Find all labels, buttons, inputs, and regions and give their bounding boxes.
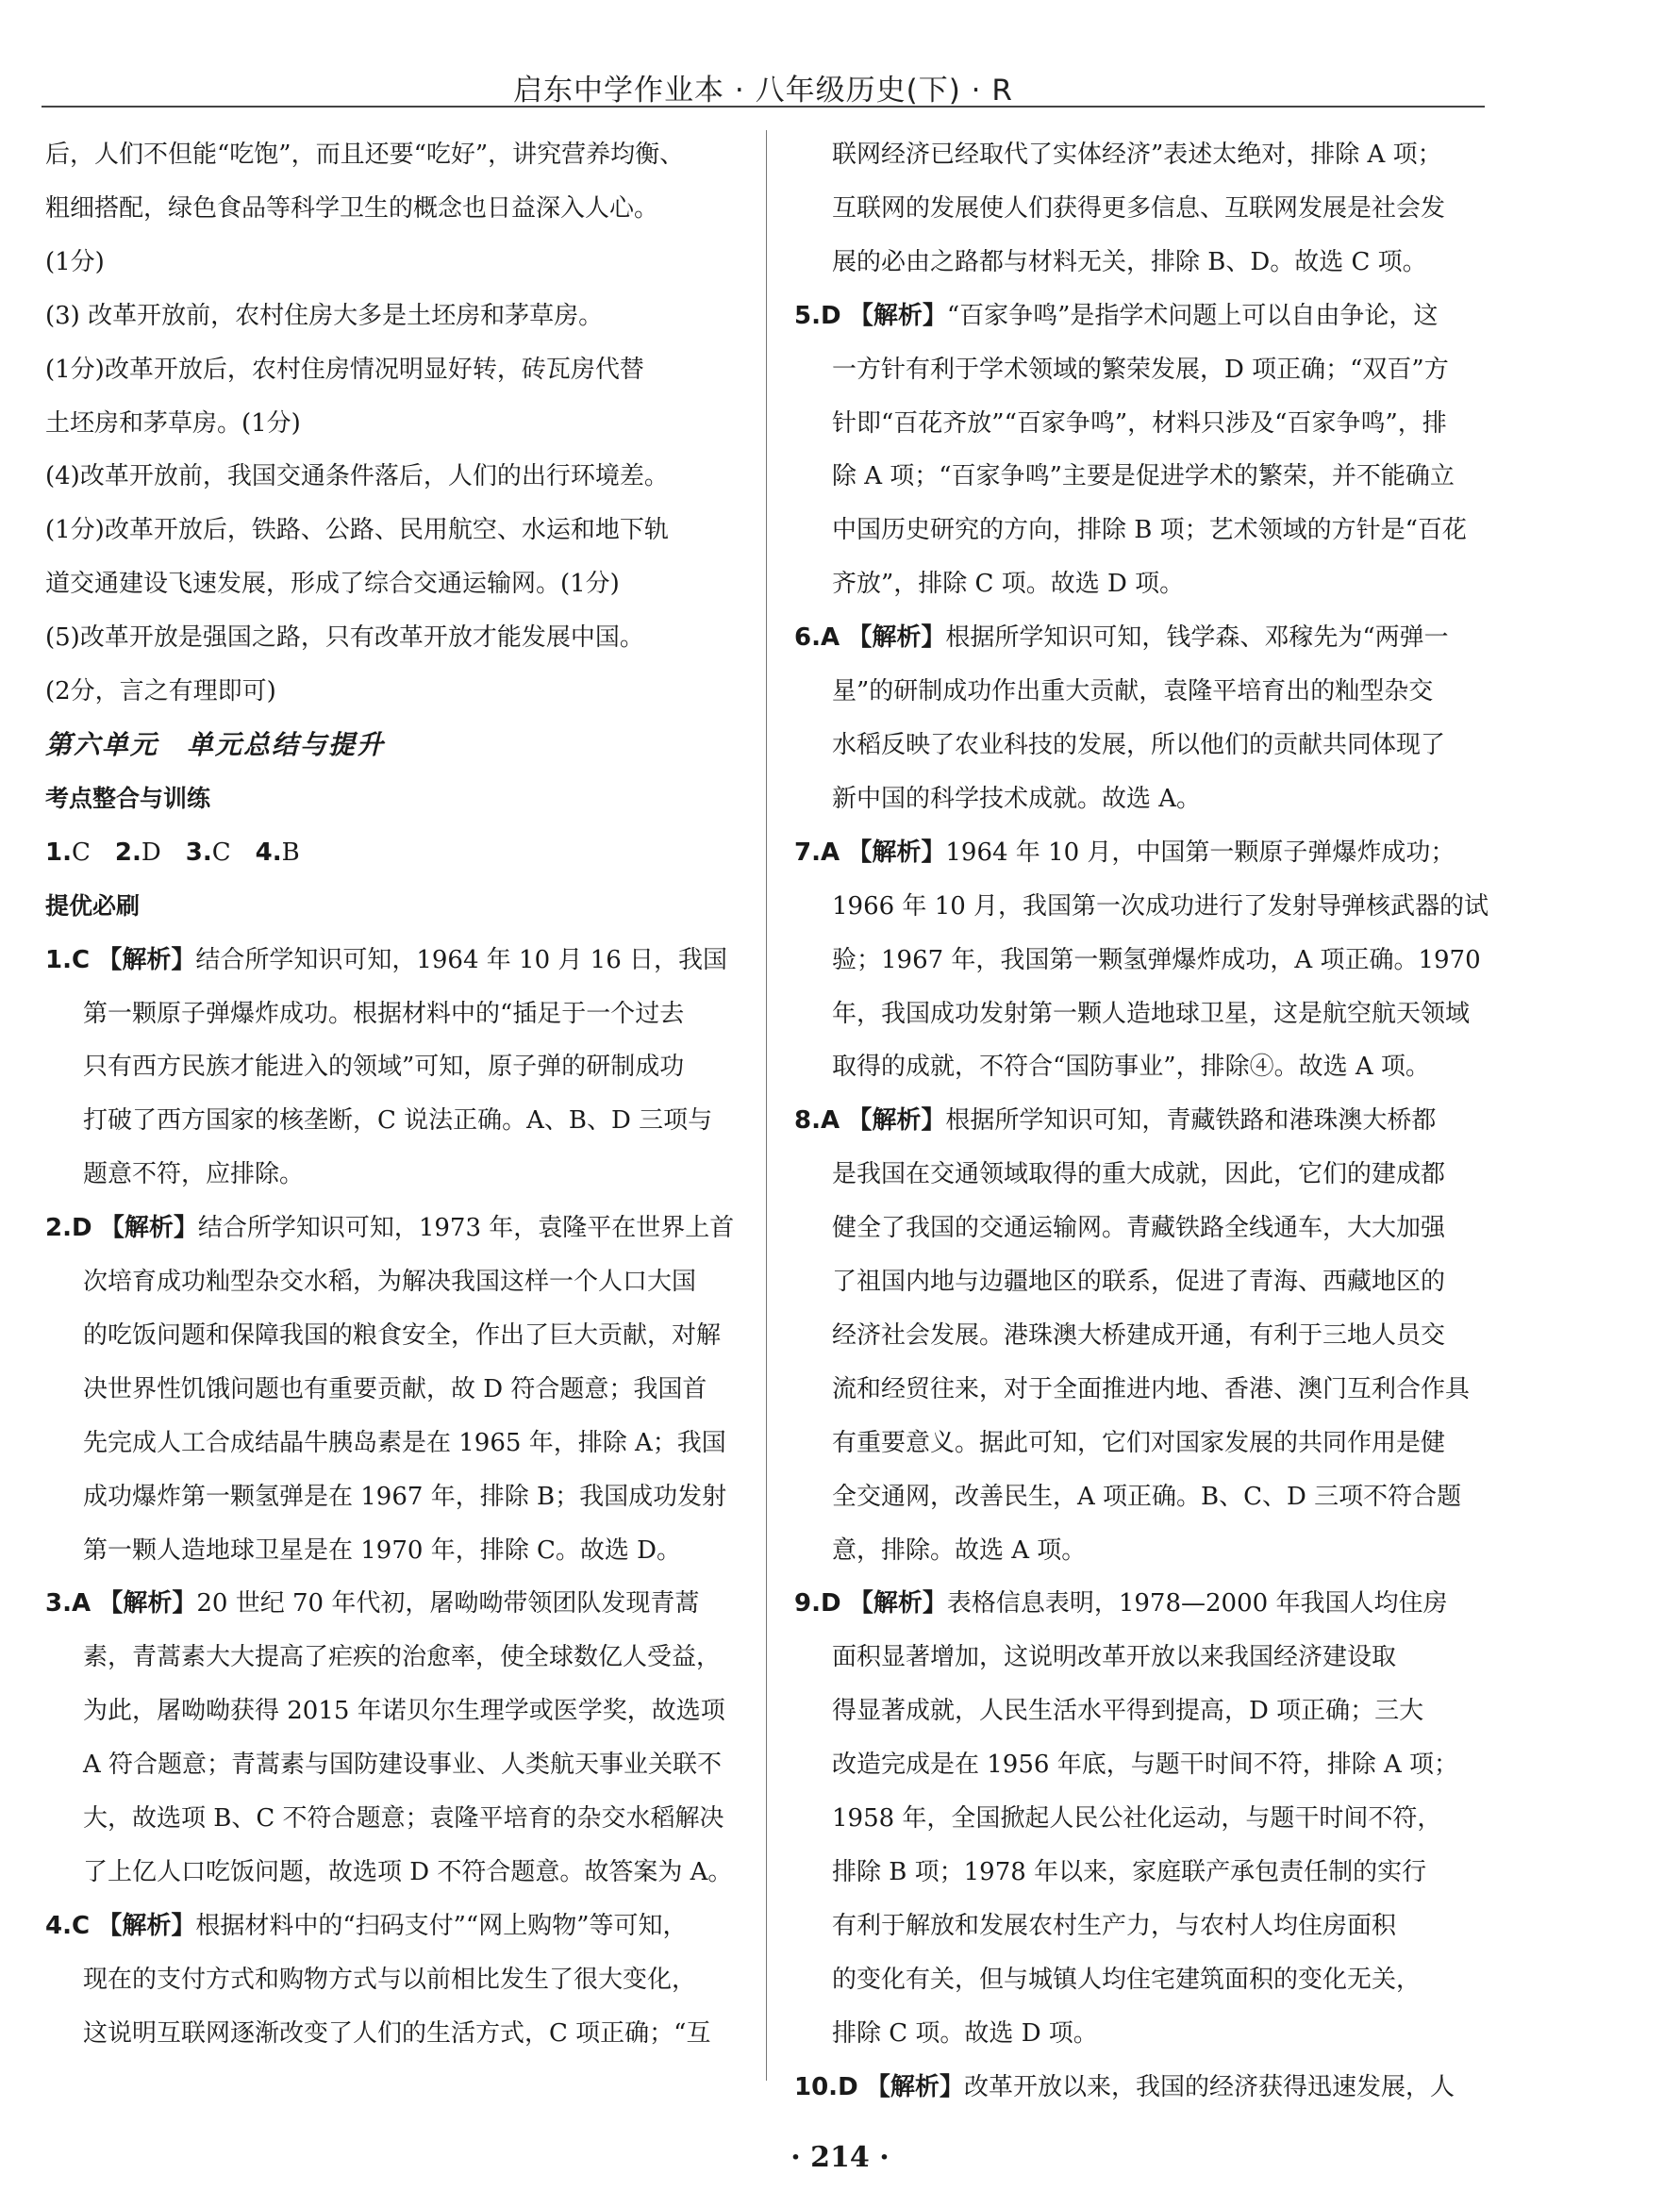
analysis-tag: 【解析】 [99, 1214, 198, 1243]
analysis-line: 新中国的科学技术成就。故选 A。 [832, 784, 1202, 813]
analysis-line: 得显著成就，人民生活水平得到提高，D 项正确；三大 [832, 1697, 1424, 1726]
analysis-line: 决世界性饥饿问题也有重要贡献，故 D 符合题意；我国首 [83, 1374, 707, 1403]
analysis-tag: 【解析】 [847, 838, 946, 867]
analysis-line: 经济社会发展。港珠澳大桥建成开通，有利于三地人员交 [832, 1320, 1446, 1350]
analysis-text: “百家争鸣”是指学术问题上可以自由争论，这 [946, 301, 1439, 330]
answer-choice: A [820, 838, 840, 867]
analysis-line: 改造完成是在 1956 年底，与题干时间不符，排除 A 项； [832, 1751, 1459, 1780]
continuation-line: 展的必由之路都与材料无关，排除 B、D。故选 C 项。 [832, 247, 1427, 276]
quick-answer-choice: C [71, 838, 91, 867]
analysis-text: 根据所学知识可知，钱学森、邓稼先为“两弹一 [945, 623, 1449, 653]
intro-line: (3) 改革开放前，农村住房大多是土坯房和茅草房。 [45, 301, 604, 330]
intro-line: 后，人们不但能“吃饱”，而且还要“吃好”，讲究营养均衡、 [45, 141, 685, 169]
analysis-tag: 【解析】 [98, 1589, 197, 1618]
intro-line: (2分，言之有理即可) [45, 677, 276, 706]
analysis-line: 素，青蒿素大大提高了疟疾的治愈率，使全球数亿人受益， [83, 1643, 722, 1672]
analysis-line: 有重要意义。据此可知，它们对国家发展的共同作用是健 [832, 1428, 1446, 1457]
analysis-line: 健全了我国的交通运输网。青藏铁路全线通车，大大加强 [832, 1214, 1446, 1243]
answer-number: 9. [794, 1589, 821, 1618]
analysis-line: 了上亿人口吃饭问题，故选项 D 不符合题意。故答案为 A。 [83, 1858, 733, 1886]
quick-answer-choice: B [281, 838, 300, 867]
answer-number: 5. [794, 301, 821, 330]
analysis-line: 取得的成就，不符合“国防事业”，排除④。故选 A 项。 [832, 1053, 1430, 1082]
analysis-line: 了祖国内地与边疆地区的联系，促进了青海、西藏地区的 [832, 1268, 1446, 1297]
continuation-line: 联网经济已经取代了实体经济”表述太绝对，排除 A 项； [832, 141, 1442, 169]
analysis-line: 先完成人工合成结晶牛胰岛素是在 1965 年，排除 A；我国 [83, 1428, 726, 1457]
analysis-text: 结合所学知识可知，1964 年 10 月 16 日，我国 [195, 945, 728, 974]
answer-item-first-line [794, 2061, 1509, 2115]
analysis-line: 除 A 项；“百家争鸣”主要是促进学术的繁荣，并不能确立 [832, 462, 1455, 491]
answer-number: 6. [794, 623, 821, 653]
analysis-text: 结合所学知识可知，1973 年，袁隆平在世界上首 [197, 1214, 735, 1243]
answer-item-first-line [794, 1094, 1509, 1148]
intro-line: (1分) [45, 247, 105, 276]
analysis-text: 1964 年 10 月，中国第一颗原子弹爆炸成功； [945, 838, 1455, 867]
analysis-line: 为此，屠呦呦获得 2015 年诺贝尔生理学或医学奖，故选项 [83, 1697, 725, 1726]
analysis-line: 1966 年 10 月，我国第一次成功进行了发射导弹核武器的试 [832, 891, 1489, 921]
analysis-line: 意，排除。故选 A 项。 [832, 1535, 1087, 1565]
answer-number: 7. [794, 838, 821, 867]
answer-item-first-line [45, 1577, 760, 1631]
analysis-line: 针即“百花齐放”“百家争鸣”，材料只涉及“百家争鸣”，排 [832, 408, 1447, 438]
page-number: · 214 · [790, 2141, 890, 2174]
running-title: 启东中学作业本 · 八年级历史(下) · R [513, 74, 1013, 108]
unit-title: 第六单元 单元总结与提升 [45, 728, 386, 760]
answer-number: 10. [794, 2072, 839, 2101]
answer-choice: D [820, 301, 841, 330]
analysis-line: 1958 年，全国掀起人民公社化运动，与题干时间不符， [832, 1804, 1442, 1834]
answer-number: 1. [45, 945, 72, 974]
intro-line: 道交通建设飞速发展，形成了综合交通运输网。(1分) [45, 570, 620, 599]
answer-choice: D [838, 2072, 858, 2101]
intro-line: (5)改革开放是强国之路，只有改革开放才能发展中国。 [45, 623, 644, 653]
quick-answers-row [45, 826, 760, 880]
section-title-tiyou: 提优必刷 [45, 891, 141, 920]
analysis-line: 星”的研制成功作出重大贡献，袁隆平培育出的籼型杂交 [832, 677, 1434, 706]
analysis-tag: 【解析】 [847, 623, 946, 653]
answer-item-first-line [794, 826, 1509, 880]
answer-choice: D [71, 1214, 92, 1243]
quick-answer-choice: D [141, 838, 161, 867]
section-title-kaodian: 考点整合与训练 [45, 784, 211, 812]
analysis-line: A 符合题意；青蒿素与国防建设事业、人类航天事业关联不 [83, 1751, 723, 1780]
analysis-line: 题意不符，应排除。 [83, 1160, 305, 1189]
analysis-text: 改革开放以来，我国的经济获得迅速发展，人 [963, 2072, 1455, 2101]
analysis-tag: 【解析】 [97, 945, 196, 974]
answer-number: 4. [45, 1911, 72, 1940]
analysis-line: 的吃饭问题和保障我国的粮食安全，作出了巨大贡献，对解 [83, 1320, 722, 1350]
answer-number: 3. [45, 1589, 72, 1618]
answer-item-first-line [45, 1202, 760, 1255]
answer-choice: C [71, 945, 91, 974]
answer-item-first-line [794, 290, 1509, 343]
analysis-text: 根据材料中的“扫码支付”“网上购物”等可知， [195, 1911, 688, 1940]
column-divider [766, 130, 767, 2081]
right-column [794, 128, 1509, 2115]
analysis-line: 全交通网，改善民生，A 项正确。B、C、D 三项不符合题 [832, 1482, 1462, 1511]
analysis-line: 齐放”，排除 C 项。故选 D 项。 [832, 570, 1185, 599]
analysis-line: 年，我国成功发射第一颗人造地球卫星，这是航空航天领域 [832, 999, 1471, 1028]
intro-line: (1分)改革开放后，农村住房情况明显好转，砖瓦房代替 [45, 355, 644, 384]
answer-choice: A [820, 1106, 840, 1136]
quick-answer-choice: C [211, 838, 231, 867]
analysis-text: 20 世纪 70 年代初，屠呦呦带领团队发现青蒿 [196, 1589, 700, 1618]
analysis-text: 表格信息表明，1978—2000 年我国人均住房 [946, 1589, 1448, 1618]
analysis-line: 一方针有利于学术领域的繁荣发展，D 项正确；“双百”方 [832, 355, 1449, 384]
analysis-tag: 【解析】 [848, 301, 947, 330]
analysis-line: 第一颗人造地球卫星是在 1970 年，排除 C。故选 D。 [83, 1535, 681, 1565]
analysis-line: 只有西方民族才能进入的领域”可知，原子弹的研制成功 [83, 1053, 685, 1082]
left-column [45, 128, 760, 2061]
analysis-line: 现在的支付方式和购物方式与以前相比发生了很大变化， [83, 1965, 697, 1994]
analysis-line: 面积显著增加，这说明改革开放以来我国经济建设取 [832, 1643, 1397, 1672]
answer-item-first-line [794, 1577, 1509, 1631]
analysis-line: 有利于解放和发展农村生产力，与农村人均住房面积 [832, 1911, 1397, 1940]
analysis-line: 这说明互联网逐渐改变了人们的生活方式，C 项正确；“互 [83, 2018, 711, 2048]
analysis-line: 排除 B 项；1978 年以来，家庭联产承包责任制的实行 [832, 1858, 1427, 1886]
quick-answer-number: 1. [45, 838, 72, 867]
answer-item-first-line [45, 934, 760, 988]
analysis-text: 根据所学知识可知，青藏铁路和港珠澳大桥都 [945, 1106, 1437, 1136]
analysis-line: 水稻反映了农业科技的发展，所以他们的贡献共同体现了 [832, 730, 1446, 759]
intro-line: 土坯房和茅草房。(1分) [45, 408, 301, 438]
analysis-line: 成功爆炸第一颗氢弹是在 1967 年，排除 B；我国成功发射 [83, 1482, 727, 1511]
continuation-line: 互联网的发展使人们获得更多信息、互联网发展是社会发 [832, 193, 1446, 223]
answer-choice: A [820, 623, 840, 653]
intro-line: (1分)改革开放后，铁路、公路、民用航空、水运和地下轨 [45, 516, 669, 545]
analysis-line: 打破了西方国家的核垄断，C 说法正确。A、B、D 三项与 [83, 1106, 713, 1136]
header-rule [42, 106, 1485, 108]
quick-answer-number: 4. [255, 838, 282, 867]
intro-line: (4)改革开放前，我国交通条件落后，人们的出行环境差。 [45, 462, 669, 491]
answer-choice: D [820, 1589, 841, 1618]
analysis-line: 流和经贸往来，对于全面推进内地、香港、澳门互利合作具 [832, 1374, 1471, 1403]
analysis-line: 的变化有关，但与城镇人均住宅建筑面积的变化无关， [832, 1965, 1422, 1994]
analysis-line: 中国历史研究的方向，排除 B 项；艺术领域的方针是“百花 [832, 516, 1467, 545]
quick-answer-number: 3. [185, 838, 212, 867]
intro-line: 粗细搭配，绿色食品等科学卫生的概念也日益深入人心。 [45, 193, 659, 223]
analysis-line: 排除 C 项。故选 D 项。 [832, 2018, 1098, 2048]
answer-choice: A [71, 1589, 91, 1618]
analysis-line: 验；1967 年，我国第一颗氢弹爆炸成功，A 项正确。1970 [832, 945, 1481, 974]
analysis-line: 第一颗原子弹爆炸成功。根据材料中的“插足于一个过去 [83, 999, 685, 1028]
analysis-tag: 【解析】 [847, 1106, 946, 1136]
analysis-line: 大，故选项 B、C 不符合题意；袁隆平培育的杂交水稻解决 [83, 1804, 724, 1834]
answer-number: 8. [794, 1106, 821, 1136]
analysis-tag: 【解析】 [848, 1589, 947, 1618]
answer-item-first-line [794, 611, 1509, 665]
answer-choice: C [71, 1911, 91, 1940]
answer-item-first-line [45, 1900, 760, 1953]
analysis-line: 是我国在交通领域取得的重大成就，因此，它们的建成都 [832, 1160, 1446, 1189]
analysis-tag: 【解析】 [97, 1911, 196, 1940]
analysis-line: 次培育成功籼型杂交水稻，为解决我国这样一个人口大国 [83, 1268, 697, 1297]
quick-answer-number: 2. [114, 838, 141, 867]
analysis-tag: 【解析】 [865, 2072, 964, 2101]
answer-number: 2. [45, 1214, 72, 1243]
